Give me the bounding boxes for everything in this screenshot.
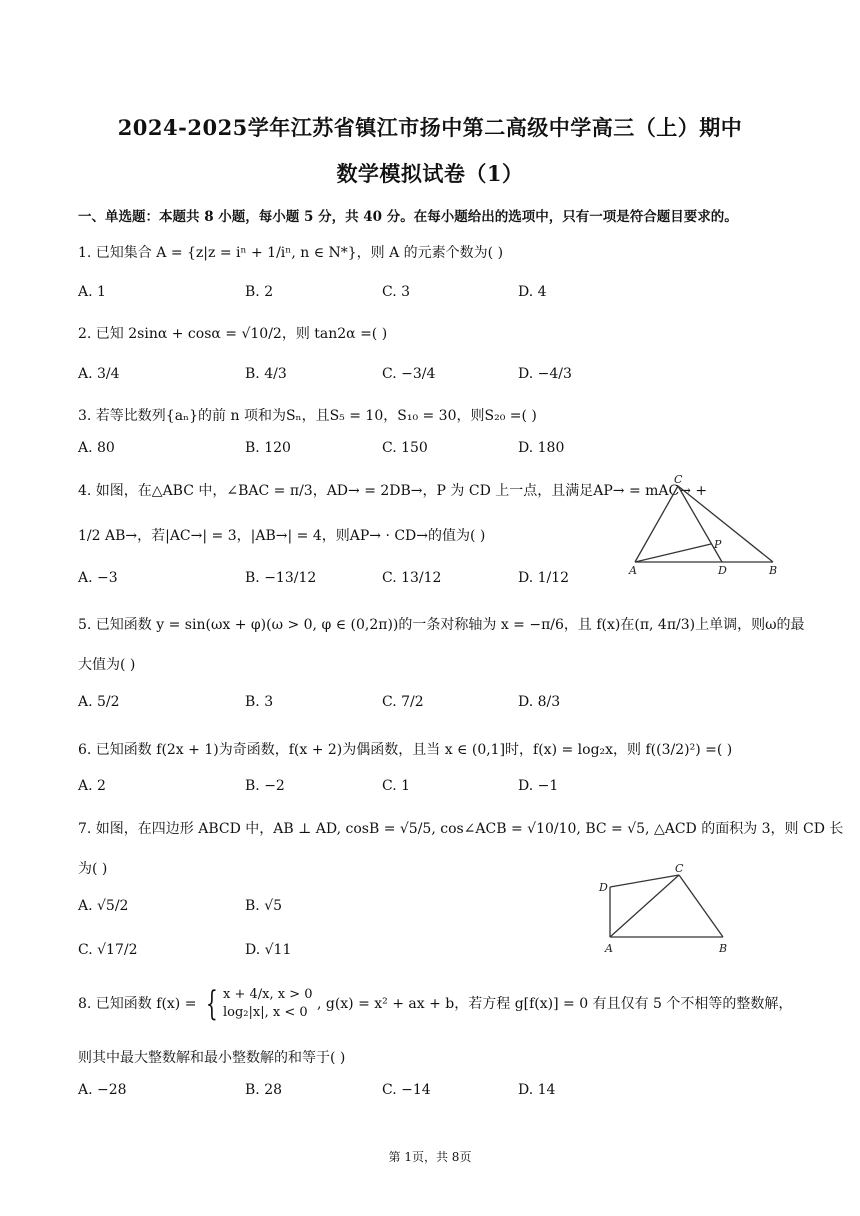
question-5-stem-line1: 5. 已知函数 y = sin(ωx + φ)(ω > 0, φ ∈ (0,2π))的一条对称轴为 x = −π/6，且 f(x)在(π, 4π/3)上单调，则ω的最 [78, 617, 805, 633]
q3-option-c: C. 150 [382, 440, 428, 456]
doc-title-line1: 2024-2025学年江苏省镇江市扬中第二高级中学高三（上）期中 [117, 115, 743, 140]
q5-option-b: B. 3 [245, 694, 274, 710]
q5-option-a: A. 5/2 [78, 694, 120, 710]
question-4-stem-line1: 4. 如图，在△ABC 中，∠BAC = π/3，AD→ = 2DB→，P 为 CD 上一点，且满足AP→ = mAC→ + [78, 483, 708, 499]
doc-title-line2: 数学模拟试卷（1） [336, 161, 524, 186]
q4-option-d: D. 1/12 [518, 570, 570, 586]
fig2-label-a: A [605, 942, 613, 955]
fig1-label-b: B [769, 564, 778, 577]
q1-option-b: B. 2 [245, 284, 274, 300]
q2-option-c: C. −3/4 [382, 366, 436, 382]
question-3-stem: 3. 若等比数列{aₙ}的前 n 项和为Sₙ，且S₅ = 10，S₁₀ = 30，则S₂₀ =( ) [78, 408, 537, 424]
q5-option-c: C. 7/2 [382, 694, 424, 710]
q7-option-c: C. √17/2 [78, 942, 138, 958]
q8-option-b: B. 28 [245, 1082, 283, 1098]
q6-option-d: D. −1 [518, 778, 559, 794]
triangle-abc-figure [625, 470, 785, 580]
fig1-label-p: P [714, 538, 722, 551]
q6-option-b: B. −2 [245, 778, 285, 794]
q4-option-a: A. −3 [78, 570, 118, 586]
question-7-stem-line1: 7. 如图，在四边形 ABCD 中，AB ⊥ AD, cosB = √5/5, cos∠ACB = √10/10, BC = √5, △ACD 的面积为 3，则 CD 长 [78, 821, 844, 837]
fig2-label-c: C [675, 862, 684, 875]
fig1-label-c: C [674, 473, 683, 486]
q3-option-d: D. 180 [518, 440, 565, 456]
q7-option-b: B. √5 [245, 898, 283, 914]
q8-case-1: x + 4/x, x > 0 [223, 987, 313, 1002]
question-8-stem-line1 [78, 986, 792, 1022]
q3-option-b: B. 120 [245, 440, 291, 456]
q8-prefix: 8. 已知函数 f(x) = [78, 996, 197, 1012]
q8-case-2: log₂|x|, x < 0 [223, 1005, 308, 1020]
q8-option-a: A. −28 [78, 1082, 127, 1098]
q4-option-c: C. 13/12 [382, 570, 442, 586]
question-4-stem-line2: 1/2 AB→，若|AC→| = 3，|AB→| = 4，则AP→ · CD→的值为( ) [78, 528, 486, 544]
q1-option-c: C. 3 [382, 284, 411, 300]
q4-option-b: B. −13/12 [245, 570, 317, 586]
q2-option-b: B. 4/3 [245, 366, 287, 382]
piecewise-cases [223, 986, 313, 1022]
fig2-label-b: B [719, 942, 728, 955]
q2-option-a: A. 3/4 [78, 366, 120, 382]
fig1-label-a: A [629, 564, 637, 577]
section-heading: 一、单选题：本题共 8 小题，每小题 5 分，共 40 分。在每小题给出的选项中，只有一项是符合题目要求的。 [78, 209, 738, 225]
question-2-stem: 2. 已知 2sinα + cosα = √10/2，则 tan2α =( ) [78, 326, 388, 342]
fig2-label-d: D [599, 881, 608, 894]
brace-glyph: { [205, 984, 218, 1024]
q7-option-a: A. √5/2 [78, 898, 129, 914]
q2-option-d: D. −4/3 [518, 366, 572, 382]
question-7-stem-line2: 为( ) [78, 861, 108, 877]
q1-option-a: A. 1 [78, 284, 106, 300]
fig1-label-d: D [718, 564, 727, 577]
q6-option-a: A. 2 [78, 778, 106, 794]
question-1-stem: 1. 已知集合 A = {z|z = iⁿ + 1/iⁿ, n ∈ N*}，则 A 的元素个数为( ) [78, 245, 504, 261]
q8-option-c: C. −14 [382, 1082, 431, 1098]
q1-option-d: D. 4 [518, 284, 547, 300]
question-6-stem: 6. 已知函数 f(2x + 1)为奇函数，f(x + 2)为偶函数，且当 x ∈ (0,1]时，f(x) = log₂x，则 f((3/2)²) =( ) [78, 742, 733, 758]
question-8-stem-line2: 则其中最大整数解和最小整数解的和等于( ) [78, 1050, 346, 1066]
q3-option-a: A. 80 [78, 440, 115, 456]
q8-suffix: , g(x) = x² + ax + b，若方程 g[f(x)] = 0 有且仅有 5 个不相等的整数解， [316, 996, 793, 1012]
question-5-stem-line2: 大值为( ) [78, 657, 136, 673]
q7-option-d: D. √11 [245, 942, 292, 958]
quadrilateral-abcd-figure [595, 855, 745, 960]
q6-option-c: C. 1 [382, 778, 411, 794]
q5-option-d: D. 8/3 [518, 694, 561, 710]
page-footer: 第 1页，共 8页 [388, 1150, 472, 1164]
q8-option-d: D. 14 [518, 1082, 556, 1098]
